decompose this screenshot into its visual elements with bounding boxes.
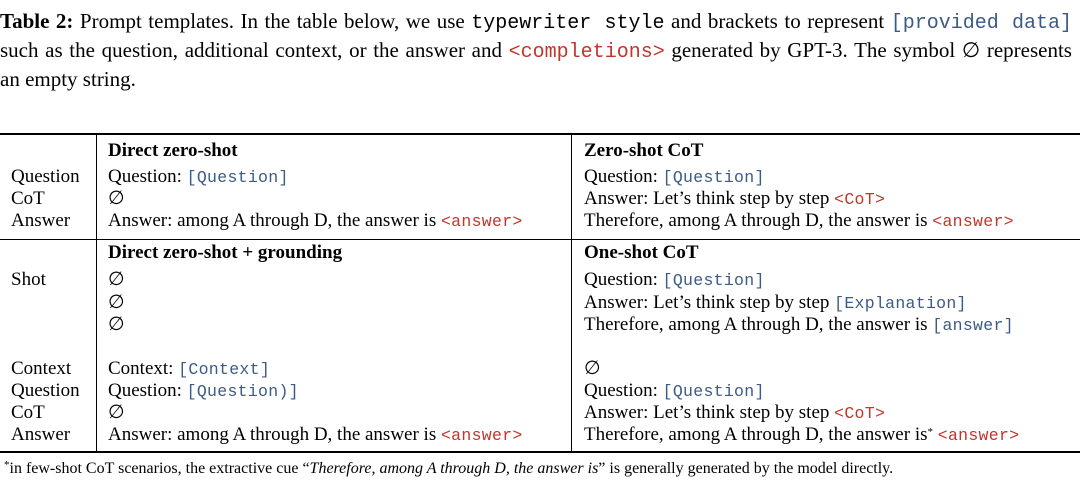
caption-provided-data: [provided data]: [890, 12, 1072, 35]
table-cell: [584, 188, 885, 211]
table-cell: [108, 358, 270, 381]
caption-text-4: generated by GPT-3. The symbol: [664, 38, 962, 62]
table-caption: [0, 8, 1072, 93]
column-divider-right: [571, 135, 572, 451]
cell-text: Question:: [108, 380, 187, 401]
empty-set-symbol: ∅: [108, 269, 125, 290]
cell-text: Therefore, among A through D, the answer is: [584, 210, 933, 231]
table-mid-rule: [0, 239, 1080, 240]
row-label-question: Question: [11, 166, 80, 187]
header-one-shot-cot: One-shot CoT: [584, 242, 699, 263]
footnote-text-2: ” is generally generated by the model directly.: [598, 460, 894, 477]
table-cell: [584, 269, 765, 292]
cell-completion: <CoT>: [834, 190, 886, 209]
table-top-rule: [0, 133, 1080, 135]
row-label-cot: CoT: [11, 188, 45, 209]
cell-text: Answer: Let’s think step by step: [584, 292, 835, 313]
row-label-answer: Answer: [11, 210, 71, 231]
caption-text-1: Prompt templates. In the table below, we use: [73, 9, 472, 33]
table-cell: [584, 380, 765, 403]
table-cell: [108, 380, 299, 403]
empty-set-symbol: ∅: [108, 188, 125, 209]
caption-label: Table 2:: [0, 9, 74, 33]
cell-placeholder: [Question)]: [186, 382, 299, 401]
cell-placeholder: [Context]: [178, 360, 271, 379]
empty-set-symbol: ∅: [108, 402, 125, 423]
table-cell: [584, 314, 1014, 337]
row-label-answer: Answer: [11, 424, 71, 445]
header-zero-shot-cot: Zero-shot CoT: [584, 140, 704, 161]
cell-placeholder: [Explanation]: [834, 294, 967, 313]
table-cell: [584, 166, 765, 189]
cell-completion: <answer>: [932, 212, 1014, 231]
caption-empty-symbol: ∅: [961, 38, 981, 62]
cell-text: Question:: [584, 269, 663, 290]
caption-typewriter-example: typewriter style: [471, 12, 665, 35]
caption-text-3: such as the question, additional context, or the answer and: [0, 38, 509, 62]
cell-completion: <answer>: [440, 426, 523, 445]
caption-text-5: represents an empty string.: [0, 38, 1072, 91]
table-cell: [108, 424, 523, 447]
table-cell: [584, 210, 1014, 233]
table-cell: [108, 210, 523, 233]
cell-text: Answer: among A through D, the answer is: [108, 210, 441, 231]
cell-completion: <answer>: [440, 212, 523, 231]
cell-text: Therefore, among A through D, the answer is: [584, 314, 933, 335]
cell-text: Context:: [108, 358, 179, 379]
footnote: [4, 459, 893, 479]
cell-text: Question:: [584, 166, 663, 187]
row-label-cot: CoT: [11, 402, 45, 423]
cell-text: Answer: Let’s think step by step: [584, 188, 835, 209]
table-cell: [584, 424, 1019, 447]
cell-placeholder: [Question]: [662, 271, 765, 290]
cell-text: Question:: [108, 166, 187, 187]
empty-set-symbol: ∅: [584, 358, 601, 379]
table-cell: [108, 166, 289, 189]
table-cell: [584, 402, 885, 425]
cell-placeholder: [answer]: [932, 316, 1014, 335]
empty-set-symbol: ∅: [108, 292, 125, 313]
caption-text-2: and brackets to represent: [664, 9, 891, 33]
table-bottom-rule: [0, 451, 1080, 453]
caption-completions: <completions>: [508, 41, 665, 64]
row-label-question: Question: [11, 380, 80, 401]
cell-completion: <CoT>: [834, 404, 886, 423]
row-label-context: Context: [11, 358, 72, 379]
cell-placeholder: [Question]: [186, 168, 289, 187]
row-label-shot: Shot: [11, 269, 46, 290]
cell-placeholder: [Question]: [662, 382, 765, 401]
footnote-text-1: in few-shot CoT scenarios, the extractive cue “: [9, 460, 310, 477]
header-direct-zero-shot-grounding: Direct zero-shot + grounding: [108, 242, 343, 263]
column-divider-left: [96, 135, 97, 451]
cell-placeholder: [Question]: [662, 168, 765, 187]
cell-completion: <answer>: [937, 426, 1020, 445]
empty-set-symbol: ∅: [108, 314, 125, 335]
table-cell: [584, 292, 967, 315]
footnote-mark: *: [4, 459, 10, 471]
cell-text: Answer: Let’s think step by step: [584, 402, 835, 423]
footnote-marker: *: [927, 426, 933, 438]
footnote-italic-cue: Therefore, among A through D, the answer is: [309, 460, 599, 477]
cell-text: Therefore, among A through D, the answer is: [584, 424, 928, 445]
cell-text: Answer: among A through D, the answer is: [108, 424, 441, 445]
header-direct-zero-shot: Direct zero-shot: [108, 140, 238, 161]
cell-text: Question:: [584, 380, 663, 401]
